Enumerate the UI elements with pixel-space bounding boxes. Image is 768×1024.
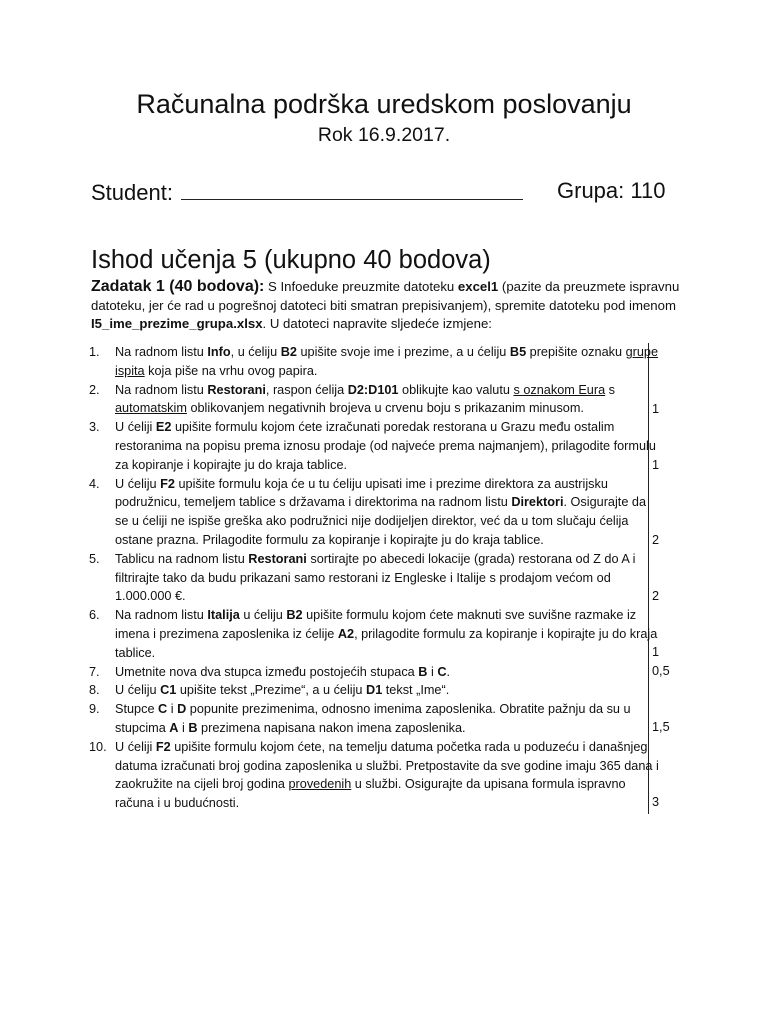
task-number: 5. <box>89 551 100 566</box>
task-points: 1 <box>652 458 660 472</box>
task-text: upišite formulu kojom ćete, na temelju datuma početka rada u poduzeću i današnjeg datuma izračunati broj godina zaposlenika u službi. Pretpostavite da sve godine imaju 365 dana i zaokružite na cijeli broj godina <box>115 739 659 792</box>
task-text: koja piše na vrhu ovog papira. <box>144 363 318 378</box>
task-text: B <box>188 720 198 735</box>
task-text: popunite prezimenima, odnosno imenima zaposlenika. Obratite pažnju da su u stupcima <box>115 702 631 735</box>
exam-date: Rok 16.9.2017. <box>317 124 451 146</box>
task-item <box>91 343 661 381</box>
task-item <box>91 418 661 474</box>
task-text: upišite svoje ime i prezime, a u ćeliju <box>296 345 510 359</box>
task-text: upišite formulu kojom ćete maknuti sve suvišne razmake iz imena i prezimena zaposlenika iz ćelije <box>115 608 637 641</box>
task-text: Na radnom listu <box>115 345 208 359</box>
task-text: E2 <box>155 420 172 435</box>
task-text: upišite formulu kojom ćete izračunati poredak restorana u Grazu među ostalim restoranima na popisu prema iznosu prodaje (od najveće prema najmanjem), prilagodite formulu za kopiranje i kopirajte ju do kraja tablice. <box>115 420 656 472</box>
task-text: grupe ispita <box>115 345 659 378</box>
task-text: Info <box>207 345 231 359</box>
task-item <box>91 606 661 662</box>
task-number: 1. <box>89 345 100 359</box>
task-text: B5 <box>509 345 527 359</box>
task-text: F2 <box>160 476 175 491</box>
task-intro <box>91 278 683 334</box>
task-text: B <box>418 664 428 679</box>
task-number: 7. <box>89 664 100 679</box>
section-heading: Ishod učenja 5 (ukupno 40 bodova) <box>91 246 491 274</box>
group-label: Grupa: 110 <box>557 178 666 203</box>
task-text: C1 <box>160 683 177 698</box>
task-number: 3. <box>89 420 100 435</box>
task-item <box>91 738 661 813</box>
task-text: provedenih <box>288 777 352 792</box>
intro-text: S Infoeduke preuzmite datoteku <box>264 279 458 294</box>
task-text: sortirajte po abecedi lokacije (grada) restorana od Z do A i filtrirajte tako da budu prikazani samo restorani iz Engleske i Italije s prodajom većom od 1.000.000 €. <box>115 551 636 604</box>
task-number: 4. <box>89 476 100 491</box>
task-number: 9. <box>89 702 100 717</box>
task-item <box>91 550 661 606</box>
task-text: Restorani <box>207 382 266 397</box>
task-text: Na radnom listu <box>115 608 208 623</box>
task-text: C <box>437 664 447 679</box>
task-item <box>91 700 661 738</box>
task-text: A2 <box>337 626 355 641</box>
task-text: u službi. Osigurajte da upisana formula ispravno računa i u budućnosti. <box>115 777 626 811</box>
task-text: oblikovanjem negativnih brojeva u crvenu boju s prikazanim minusom. <box>186 401 584 416</box>
task-text: i <box>167 702 178 717</box>
task-text: D <box>177 702 187 717</box>
task-text: Direktori <box>511 495 564 510</box>
task-text: s oznakom Eura <box>513 382 606 397</box>
intro-save-name: I5_ime_prezime_grupa.xlsx <box>91 316 263 332</box>
task-item <box>91 681 661 700</box>
task-text: F2 <box>155 739 171 754</box>
task-number: 8. <box>89 683 100 698</box>
task-points: 0,5 <box>652 664 670 678</box>
intro-text: (pazite da preuzmete ispravnu datoteku, jer će rad u pogrešnoj datoteci biti smatran prepisivanjem), spremite datoteku pod imenom <box>91 279 680 313</box>
task-text: automatskim <box>115 401 187 416</box>
task-text: . <box>446 664 451 679</box>
task-text: , raspon ćelija <box>265 382 348 397</box>
task-text: A <box>169 720 179 735</box>
task-text: Restorani <box>248 551 307 566</box>
task-text: Stupce <box>115 702 159 717</box>
task-points: 2 <box>652 533 660 547</box>
task-text: Italija <box>207 608 240 623</box>
task-text: B2 <box>280 345 297 359</box>
task-text: Umetnite nova dva stupca između postojećih stupaca <box>115 664 419 679</box>
task-points: 1,5 <box>652 720 670 734</box>
task-text: C <box>158 702 168 717</box>
task-text: upišite formulu koja će u tu ćeliju upisati ime i prezime direktora za austrijsku podružnicu, temeljem tablice s državama i direktorima na radnom listu <box>115 476 608 510</box>
task-item <box>91 475 661 550</box>
task-number: 2. <box>89 382 100 397</box>
task-number: 10. <box>89 739 107 754</box>
task-text: . Osigurajte da se u ćeliji ne ispiše greška ako podružnici nije dodijeljen direktor, već da u tom slučaju ćelija ostane prazna. Prilagodite formulu za kopiranje i kopirajte ju do kraja tablice. <box>115 495 647 547</box>
task-text: U ćeliju <box>115 476 161 491</box>
task-text: oblikujte kao valutu <box>398 382 514 397</box>
task-text: prezimena napisana nakon imena zaposlenika. <box>197 720 466 735</box>
task-text: upišite tekst „Prezime“, a u ćeliju <box>176 683 367 698</box>
task-points: 1 <box>652 402 660 416</box>
task-item <box>91 381 661 419</box>
task-text: Na radnom listu <box>115 382 208 397</box>
task-text: , u ćeliju <box>230 345 281 359</box>
task-text: , prilagodite formulu za kopiranje i kopirajte ju do kraja tablice. <box>115 626 658 660</box>
task-points: 2 <box>652 589 660 603</box>
task-item <box>91 663 661 682</box>
task-text: U ćeliju <box>115 683 161 698</box>
task-text: D1 <box>366 683 383 698</box>
task-points: 3 <box>652 795 660 809</box>
task-text: u ćeliju <box>239 608 287 623</box>
student-name-blank <box>181 177 523 200</box>
task-text: i <box>178 720 189 735</box>
task-text: B2 <box>286 608 303 623</box>
task-points: 1 <box>652 645 660 659</box>
task-list <box>91 343 661 813</box>
task-text: D2:D101 <box>347 382 399 397</box>
task-text: prepišite oznaku <box>526 345 626 359</box>
task-text: Tablicu na radnom listu <box>115 551 249 566</box>
task-number: 6. <box>89 608 100 623</box>
page-title: Računalna podrška uredskom poslovanju <box>136 89 632 119</box>
task-text: U ćeliji <box>115 420 156 435</box>
task-label: Zadatak 1 (40 bodova): <box>91 278 265 295</box>
student-field <box>91 177 523 207</box>
task-text: i <box>427 664 438 679</box>
task-text: s <box>605 382 616 397</box>
student-label: Student: <box>91 180 173 205</box>
intro-file-name: excel1 <box>457 279 499 294</box>
intro-text: . U datoteci napravite sljedeće izmjene: <box>262 316 492 332</box>
task-text: tekst „Ime“. <box>382 683 450 698</box>
task-text: U ćeliji <box>115 739 156 754</box>
